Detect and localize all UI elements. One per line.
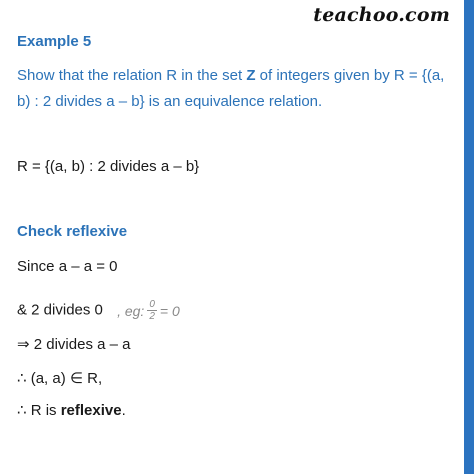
conclusion-keyword: reflexive (60, 402, 122, 419)
relation-definition: R = {(a, b) : 2 divides a – b} (17, 158, 200, 175)
step-divides-zero (17, 299, 180, 322)
conclusion-suffix: . (121, 402, 126, 419)
set-symbol: Z (246, 67, 256, 84)
conclusion-prefix: ∴ R is (17, 402, 61, 419)
fraction-denominator: 2 (149, 311, 155, 322)
example-result: = 0 (159, 302, 180, 319)
teachoo-logo: teachoo.com (313, 4, 450, 26)
question-part-1: Show that the relation R in the set (17, 67, 247, 84)
question-part-2: of integers given by R = {(a, b) : 2 divides a – b} is an equivalence relation. (17, 67, 445, 110)
check-reflexive-heading: Check reflexive (17, 223, 128, 240)
step-divides-zero-text: & 2 divides 0 (17, 301, 103, 319)
example-heading: Example 5 (17, 33, 92, 50)
fraction-numerator: 0 (149, 299, 155, 310)
step-since: Since a – a = 0 (17, 258, 118, 275)
example-prefix: , eg: (117, 302, 145, 319)
conclusion (17, 401, 126, 419)
right-accent-bar (464, 0, 474, 474)
fraction (147, 299, 157, 322)
step-implies: ⇒ 2 divides a – a (17, 336, 131, 353)
question-text (17, 63, 447, 115)
example-note (117, 299, 180, 322)
step-therefore-in-r: ∴ (a, a) ∈ R, (17, 370, 103, 387)
